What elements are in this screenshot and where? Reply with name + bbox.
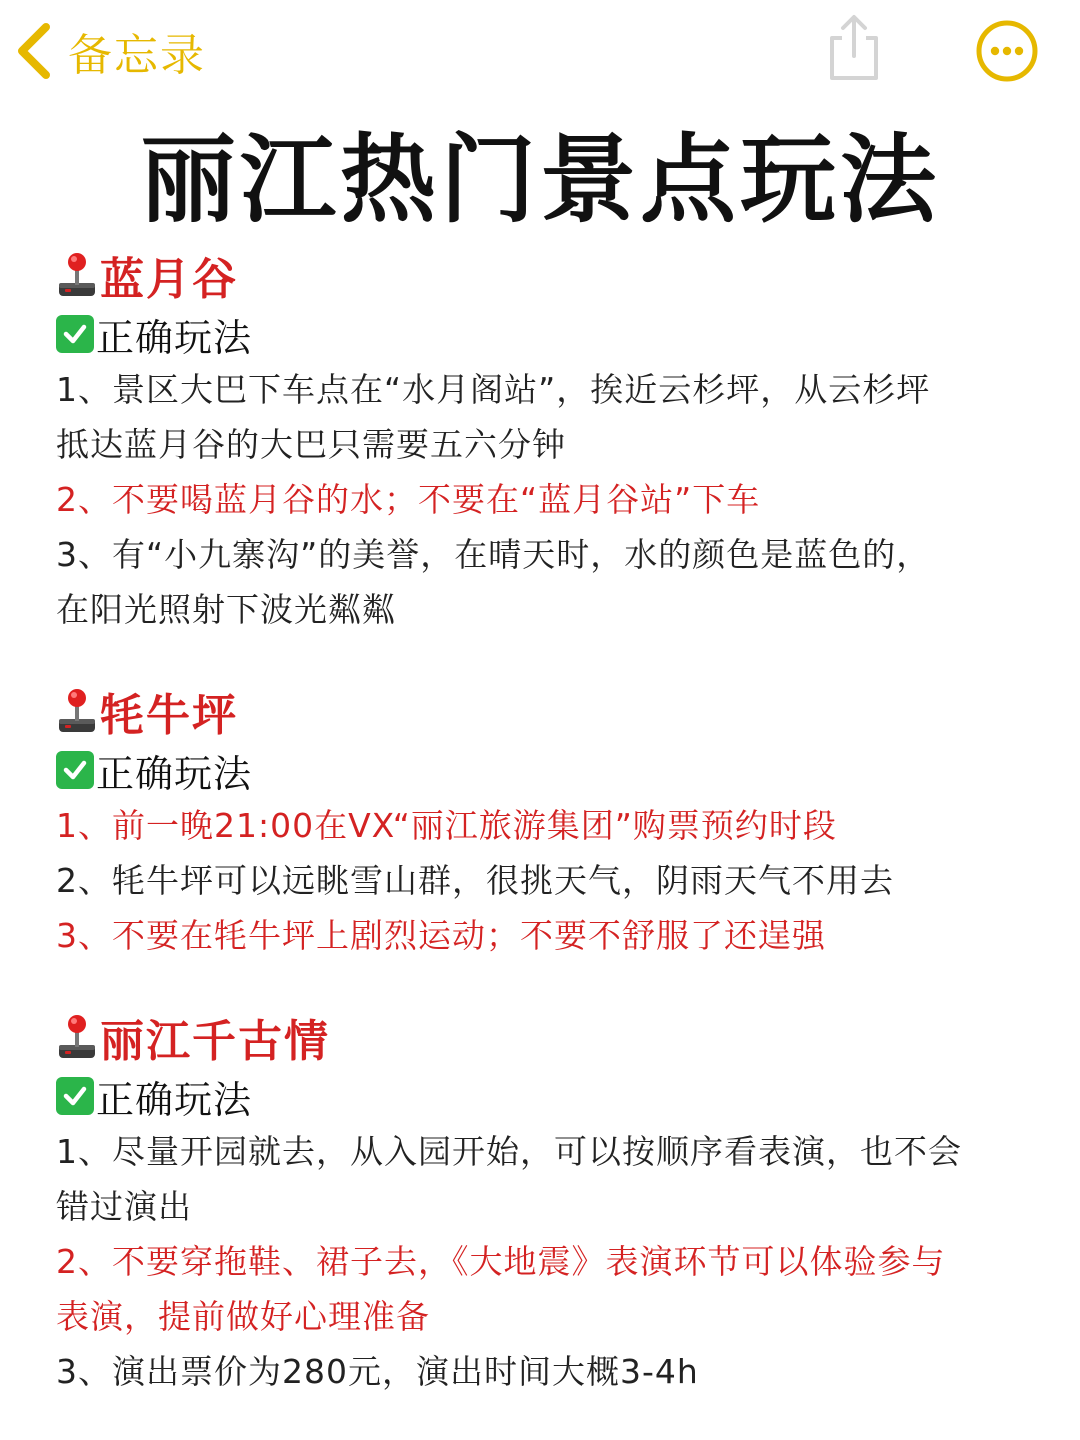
tip-line: 在阳光照射下波光粼粼 bbox=[56, 590, 396, 629]
warning-tip-line: 2、不要穿拖鞋、裙子去，《大地震》表演环节可以体验参与 bbox=[56, 1242, 946, 1281]
checkmark-icon bbox=[56, 315, 94, 353]
tip-line: 2、牦牛坪可以远眺雪山群，很挑天气，阴雨天气不用去 bbox=[56, 861, 894, 900]
top-nav-bar bbox=[0, 0, 1080, 110]
subheading bbox=[56, 1068, 1036, 1124]
more-horizontal-icon bbox=[974, 18, 1040, 84]
section-header bbox=[56, 682, 1036, 740]
joystick-icon bbox=[56, 687, 98, 735]
section-title: 蓝月谷 bbox=[100, 254, 238, 305]
more-options-button[interactable] bbox=[974, 18, 1040, 84]
section-title: 牦牛坪 bbox=[100, 690, 238, 741]
subheading bbox=[56, 306, 1036, 362]
warning-tip-line: 表演，提前做好心理准备 bbox=[56, 1297, 430, 1336]
joystick-icon bbox=[56, 251, 98, 299]
tip-line: 抵达蓝月谷的大巴只需要五六分钟 bbox=[56, 425, 566, 464]
subheading-label: 正确玩法 bbox=[96, 751, 253, 796]
tip-line: 3、有“小九寨沟”的美誉，在晴天时，水的颜色是蓝色的， bbox=[56, 535, 931, 574]
section-header bbox=[56, 246, 1036, 304]
tip-line: 3、演出票价为280元，演出时间大概3-4h bbox=[56, 1352, 699, 1391]
warning-tip-line: 3、不要在牦牛坪上剧烈运动；不要不舒服了还逞强 bbox=[56, 916, 826, 955]
section-qianguqing bbox=[56, 1008, 1036, 1399]
warning-tip-line: 2、不要喝蓝月谷的水；不要在“蓝月谷站”下车 bbox=[56, 480, 761, 519]
share-icon bbox=[822, 12, 886, 84]
tip-line: 1、景区大巴下车点在“水月阁站”，挨近云杉坪，从云杉坪 bbox=[56, 370, 931, 409]
checkmark-icon bbox=[56, 1077, 94, 1115]
tip-line: 错过演出 bbox=[56, 1187, 192, 1226]
back-label: 备忘录 bbox=[68, 30, 206, 81]
page-title: 丽江热门景点玩法 bbox=[140, 124, 940, 236]
checkmark-icon bbox=[56, 751, 94, 789]
warning-tip-line: 1、前一晚21:00在VX“丽江旅游集团”购票预约时段 bbox=[56, 806, 837, 845]
subheading-label: 正确玩法 bbox=[96, 1077, 253, 1122]
subheading-label: 正确玩法 bbox=[96, 315, 253, 360]
section-header bbox=[56, 1008, 1036, 1066]
subheading bbox=[56, 742, 1036, 798]
section-lanyuegu bbox=[56, 246, 1036, 637]
back-button[interactable] bbox=[14, 20, 206, 82]
section-title: 丽江千古情 bbox=[100, 1016, 330, 1067]
joystick-icon bbox=[56, 1013, 98, 1061]
section-maoniuping bbox=[56, 682, 1036, 963]
share-button[interactable] bbox=[822, 12, 886, 84]
tip-line: 1、尽量开园就去，从入园开始，可以按顺序看表演，也不会 bbox=[56, 1132, 962, 1171]
chevron-left-icon bbox=[14, 23, 52, 79]
